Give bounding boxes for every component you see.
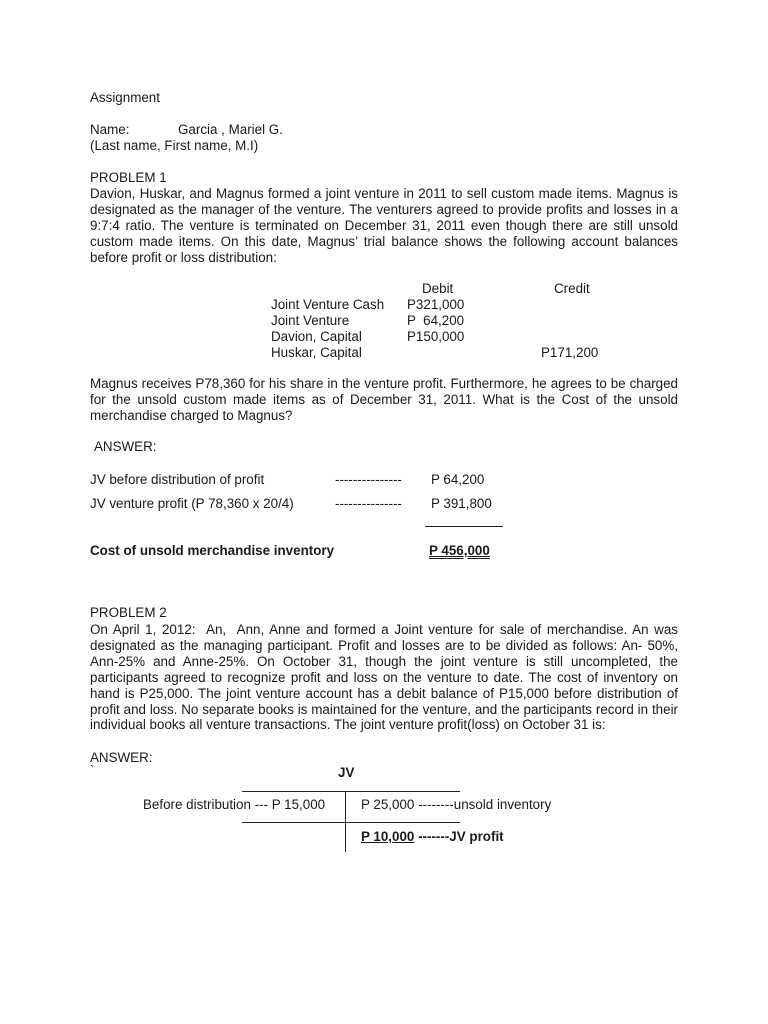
- trial-balance-debit: P321,000: [407, 297, 465, 312]
- t-account-result: [361, 829, 504, 844]
- t-account-bottom-rule: [242, 822, 460, 823]
- trial-balance-account: Huskar, Capital: [271, 345, 362, 360]
- problem1-question: Magnus receives P78,360 for his share in the venture profit. Furthermore, he agrees to be charged for the unsold custom made items as of December 31, 2011. What is the Cost of the unsold merchandise charged to Magnus?: [90, 376, 678, 423]
- answer-row-amount: P 391,800: [431, 496, 492, 511]
- t-account-top-rule: [242, 791, 460, 792]
- answer-row-label: JV before distribution of profit: [90, 472, 265, 487]
- answer-row-dashes: ---------------: [335, 496, 402, 511]
- problem1-answer-label: ANSWER:: [94, 439, 157, 454]
- student-name: Garcia , Mariel G.: [178, 122, 283, 137]
- trial-balance-credit: P171,200: [541, 345, 599, 360]
- name-label: Name:: [90, 122, 130, 137]
- answer-row-label: JV venture profit (P 78,360 x 20/4): [90, 496, 294, 511]
- trial-balance-account: Davion, Capital: [271, 329, 362, 344]
- t-account-title: JV: [338, 765, 355, 780]
- answer-row-amount: P 64,200: [431, 472, 485, 487]
- trial-balance-debit: P 64,200: [407, 313, 465, 328]
- jv-profit-amount: P 10,000: [361, 829, 415, 844]
- problem2-text: On April 1, 2012: An, Ann, Anne and formed a Joint venture for sale of merchandise. An was designated as the managing participant. Profit and losses are to be divided as follows: An- 50%, Ann-25% and Anne-25%. On October 31, though the joint venture is still uncompleted, the participants agreed to recognize profit and loss on the venture to date. The cost of inventory on hand is P25,000. The joint venture account has a debit balance of P15,000 before distribution of profit and loss. No separate books is maintained for the venture, and the participants record in their individual books all venture transactions. The joint venture profit(loss) on October 31 is:: [90, 622, 682, 733]
- debit-header: Debit: [422, 281, 454, 296]
- answer-row-dashes: ---------------: [335, 472, 402, 487]
- credit-header: Credit: [554, 281, 590, 296]
- assignment-title: Assignment: [90, 90, 160, 105]
- trial-balance-debit: P150,000: [407, 329, 465, 344]
- jv-profit-label: -------JV profit: [414, 829, 504, 844]
- problem2-answer-label: ANSWER:: [90, 750, 153, 765]
- sum-rule: [425, 526, 503, 527]
- problem1-text: Davion, Huskar, and Magnus formed a joint venture in 2011 to sell custom made items. Magnus is designated as the manager of the venture. The venturers agreed to provide profits and losses in a 9:7:4 ratio. The venture is terminated on December 31, 2011 even though there are still unsold custom made items. On this date, Magnus’ trial balance shows the following account balances before profit or loss distribution:: [90, 186, 678, 265]
- problem1-heading: PROBLEM 1: [90, 170, 167, 185]
- t-account-right-entry: P 25,000 --------unsold inventory: [361, 797, 552, 812]
- stray-backtick: `: [90, 763, 95, 778]
- problem2-heading: PROBLEM 2: [90, 605, 167, 620]
- trial-balance-account: Joint Venture: [271, 313, 350, 328]
- trial-balance-account: Joint Venture Cash: [271, 297, 385, 312]
- t-account-left-entry: Before distribution --- P 15,000: [143, 797, 326, 812]
- total-label: Cost of unsold merchandise inventory: [90, 543, 335, 558]
- name-format-hint: (Last name, First name, M.I): [90, 138, 259, 153]
- total-amount: P 456,000: [429, 543, 490, 558]
